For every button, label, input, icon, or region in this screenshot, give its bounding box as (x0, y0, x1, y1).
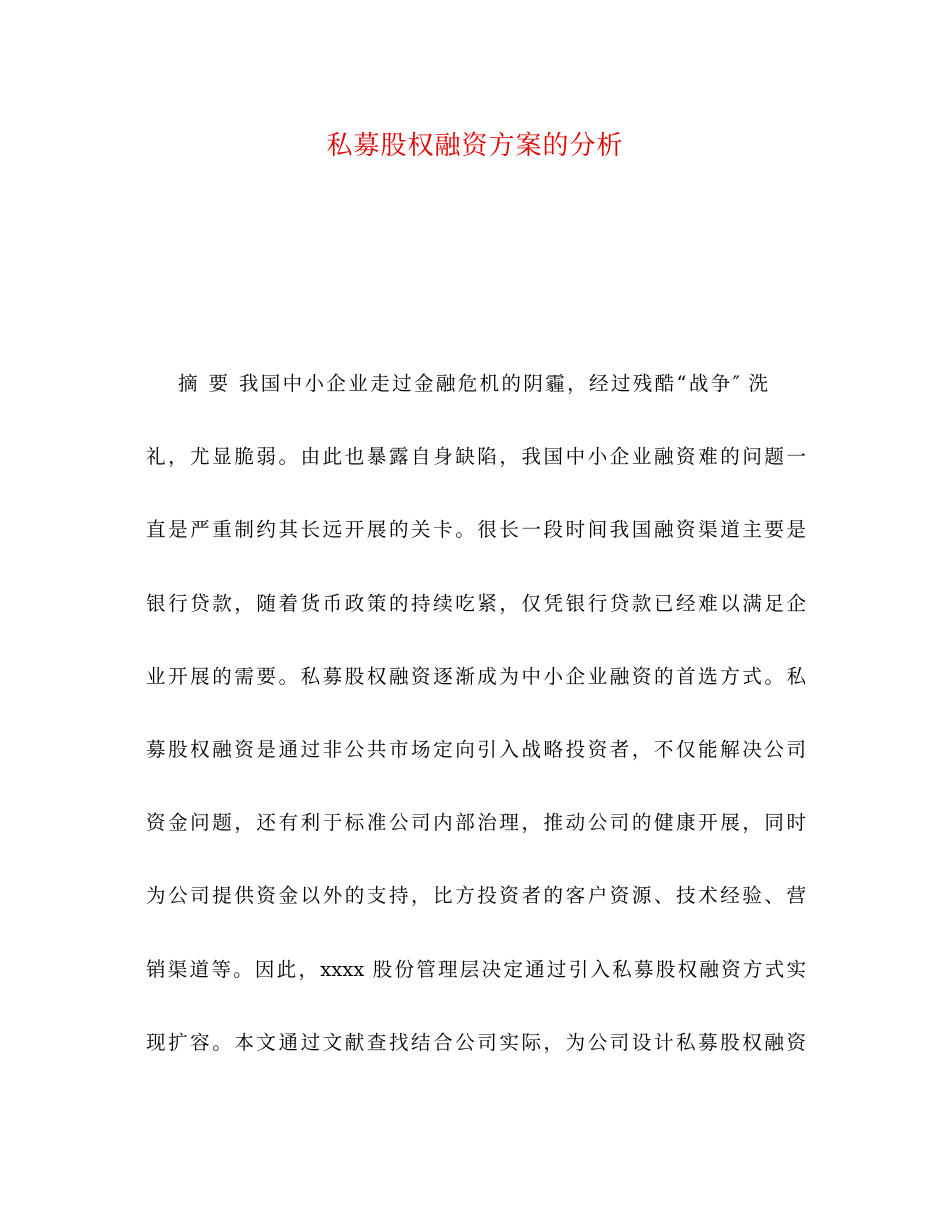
document-title: 私募股权融资方案的分析 (326, 131, 624, 161)
paragraph-line: 礼，尤显脆弱。由此也暴露自身缺陷，我国中小企业融资难的问题一 (146, 445, 806, 469)
paragraph-line: 为公司提供资金以外的支持，比方投资者的客户资源、技术经验、营 (146, 884, 806, 908)
paragraph-line: 资金问题，还有利于标准公司内部治理，推动公司的健康开展，同时 (146, 811, 806, 835)
paragraph-line: 银行贷款，随着货币政策的持续吃紧，仅凭银行贷款已经难以满足企 (146, 591, 806, 615)
paragraph-line: 现扩容。本文通过文献查找结合公司实际，为公司设计私募股权融资 (146, 1030, 806, 1054)
paragraph-line: 业开展的需要。私募股权融资逐渐成为中小企业融资的首选方式。私 (146, 664, 806, 688)
paragraph-line: 直是严重制约其长远开展的关卡。很长一段时间我国融资渠道主要是 (146, 518, 806, 542)
paragraph-line: 摘 要 我国中小企业走过金融危机的阴霾，经过残酷“战争″ 洗 (178, 372, 768, 395)
paragraph-line: 募股权融资是通过非公共市场定向引入战略投资者，不仅能解决公司 (146, 737, 806, 761)
abstract-paragraph (146, 362, 806, 1094)
paragraph-line: 销渠道等。因此，xxxx 股份管理层决定通过引入私募股权融资方式实 (146, 957, 806, 981)
